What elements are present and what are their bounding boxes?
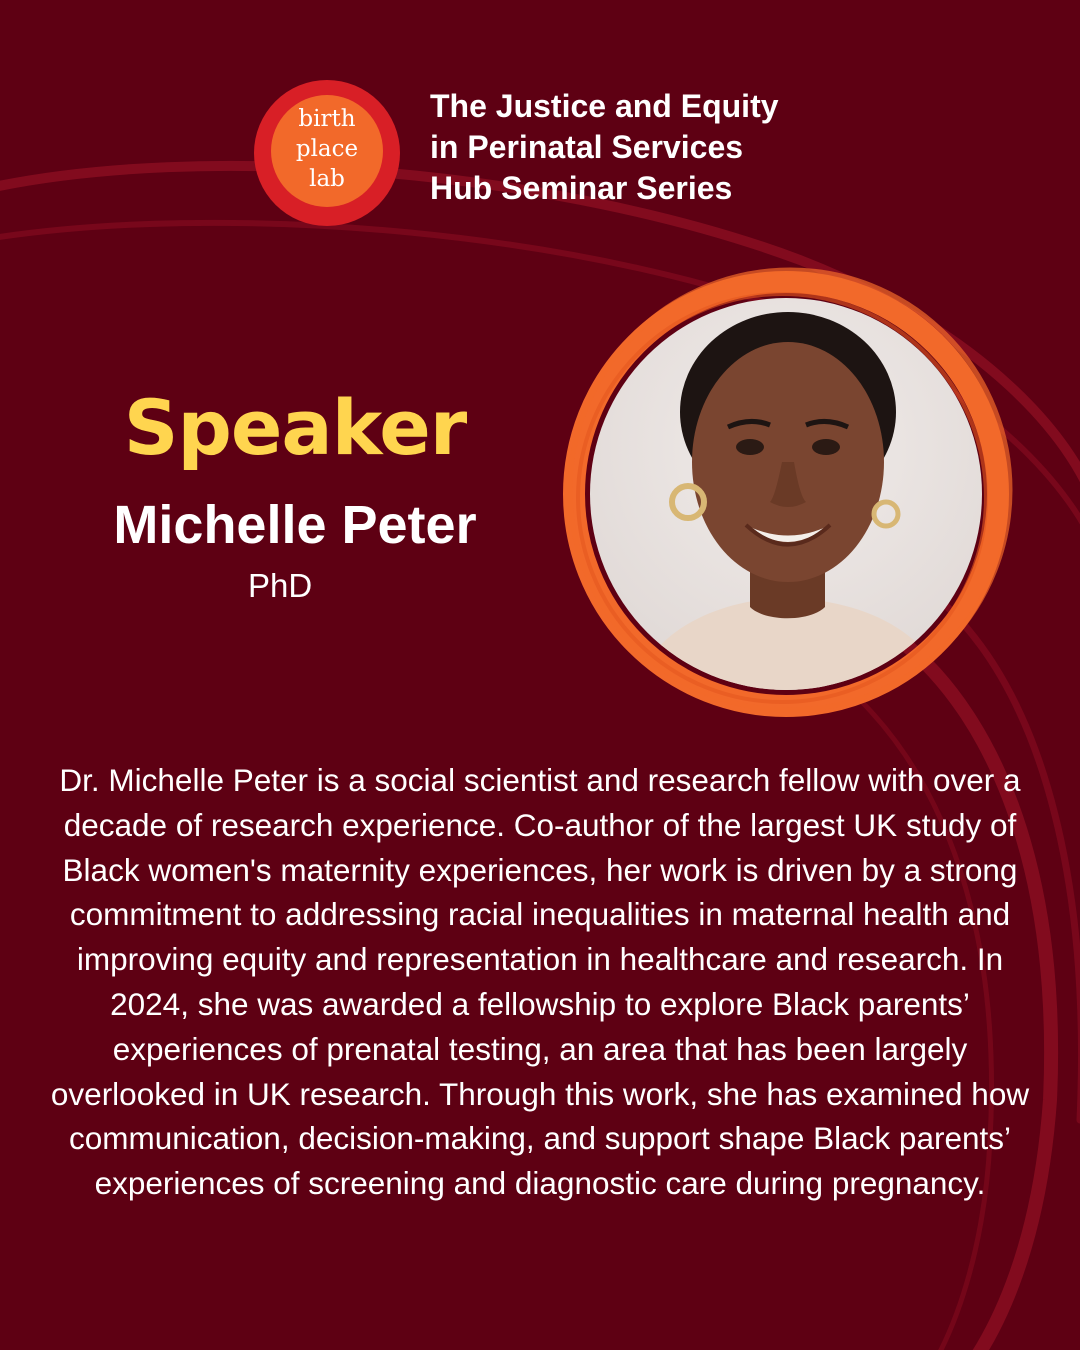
- speaker-bio: Dr. Michelle Peter is a social scientist and research fellow with over a decade of research experience. Co-author of the largest UK study of Black women's maternity experiences, her work is driven by a strong commitment to addressing racial inequalities in maternal health and improving equity and representation in healthcare and research. In 2024, she was awarded a fellowship to explore Black parents’ experiences of prenatal testing, an area that has been largely overlooked in UK research. Through this work, she has examined how communication, decision-making, and support shape Black parents’ experiences of screening and diagnostic care during pregnancy.: [50, 762, 1030, 1202]
- seminar-series-title: [430, 86, 890, 209]
- speaker-degree: PhD: [248, 567, 313, 604]
- birthplace-lab-logo: [252, 78, 402, 228]
- speaker-label: Speaker: [123, 383, 467, 472]
- logo-line-birth: birth: [298, 106, 356, 132]
- logo-line-lab: lab: [309, 166, 345, 192]
- series-title-line: in Perinatal Services: [430, 129, 744, 165]
- speaker-portrait-icon: [560, 262, 1020, 722]
- logo-line-place: place: [295, 136, 359, 162]
- series-title-line: Hub Seminar Series: [430, 170, 733, 206]
- logo-wordmark: [252, 104, 402, 194]
- series-title-line: The Justice and Equity: [430, 88, 779, 124]
- speaker-name: Michelle Peter: [113, 495, 477, 555]
- speaker-photo: [560, 262, 1020, 722]
